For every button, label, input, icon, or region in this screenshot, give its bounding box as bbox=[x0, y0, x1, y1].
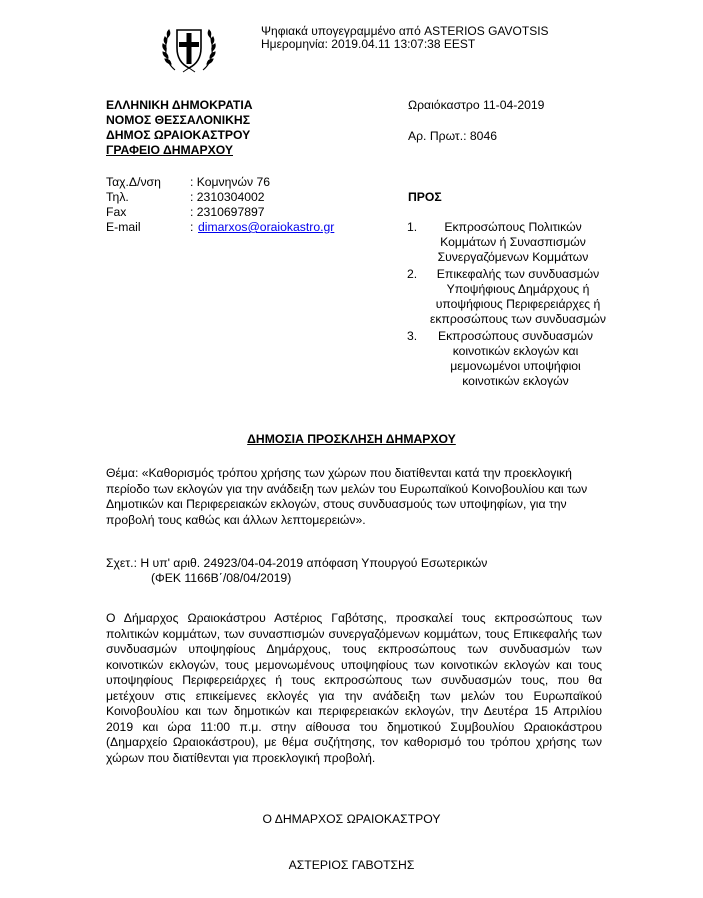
contact-phone bbox=[106, 190, 265, 205]
contact-email-colon: : bbox=[190, 220, 197, 234]
contact-email bbox=[106, 220, 335, 235]
contact-label: Fax bbox=[106, 205, 127, 219]
contacts-block bbox=[106, 175, 335, 235]
closing-name: ΑΣΤΕΡΙΟΣ ΓΑΒΟΤΣΗΣ bbox=[288, 858, 415, 872]
issuer-prefecture: ΝΟΜΟΣ ΘΕΣΣΑΛΟΝΙΚΗΣ bbox=[106, 113, 251, 127]
recipient-list bbox=[407, 220, 637, 389]
contact-fax bbox=[106, 205, 265, 220]
contact-value: : 2310697897 bbox=[190, 205, 265, 219]
contact-label: Τηλ. bbox=[106, 190, 129, 204]
recipient-text: Εκπροσώπους Πολιτικών Κομμάτων ή Συνασπισμών Συνεργαζόμενων Κομμάτων bbox=[437, 220, 589, 264]
recipient-text: Εκπροσώπους συνδυασμών κοινοτικών εκλογών και μεμονωμένοι υποψήφιοι κοινοτικών εκλογών bbox=[437, 329, 594, 388]
recipient-item bbox=[407, 329, 637, 389]
contact-value: : Κομνηνών 76 bbox=[190, 175, 271, 189]
place-date: Ωραιόκαστρο 11-04-2019 bbox=[408, 98, 545, 112]
closing-title: Ο ΔΗΜΑΡΧΟΣ ΩΡΑΙΟΚΑΣΤΡΟΥ bbox=[262, 812, 441, 826]
recipient-item bbox=[407, 267, 637, 327]
contact-value: : 2310304002 bbox=[190, 190, 265, 204]
contact-label: Ταχ.Δ/νση bbox=[106, 175, 161, 189]
email-link[interactable]: dimarxos@oraiokastro.gr bbox=[198, 220, 335, 234]
reference-line-1: Σχετ.: Η υπ' αριθ. 24923/04-04-2019 απόφαση Υπουργού Εσωτερικών bbox=[106, 556, 488, 570]
issuer-block bbox=[106, 98, 253, 158]
issuer-country: ΕΛΛΗΝΙΚΗ ΔΗΜΟΚΡΑΤΙΑ bbox=[106, 98, 253, 112]
subject-paragraph: Θέμα: «Καθορισμός τρόπου χρήσης των χώρων που διατίθενται κατά την προεκλογική περίοδο των εκλογών για την ανάδειξη των μελών του Ευρωπαϊκού Κοινοβουλίου και των Δημοτικών και Περιφερειακών εκλογών, στους συνδυασμούς των υποψηφίων, για την προβολή τους καθώς και άλλων λεπτομερειών». bbox=[106, 466, 588, 527]
digital-signature bbox=[261, 25, 549, 51]
signature-line-1: Ψηφιακά υπογεγραμμένο από ASTERIOS GAVOTSIS bbox=[261, 24, 549, 38]
to-label: ΠΡΟΣ bbox=[408, 190, 442, 204]
document-heading: ΔΗΜΟΣΙΑ ΠΡΟΣΚΛΗΣΗ ΔΗΜΑΡΧΟΥ bbox=[247, 432, 456, 446]
recipient-number: 1. bbox=[407, 220, 418, 234]
issuer-office: ΓΡΑΦΕΙΟ ΔΗΜΑΡΧΟΥ bbox=[106, 143, 233, 157]
reference-line-2: (ΦΕΚ 1166Β΄/08/04/2019) bbox=[151, 571, 292, 585]
recipient-number: 2. bbox=[407, 267, 418, 281]
recipient-item bbox=[407, 220, 637, 265]
issuer-municipality: ΔΗΜΟΣ ΩΡΑΙΟΚΑΣΤΡΟΥ bbox=[106, 128, 251, 142]
recipient-text: Επικεφαλής των συνδυασμών Υποψήφιους Δημάρχους ή υποψήφιους Περιφερειάρχες ή εκπροσώπους των συνδυασμών bbox=[429, 267, 607, 326]
contact-address bbox=[106, 175, 271, 190]
recipient-number: 3. bbox=[407, 329, 418, 343]
body-paragraph: Ο Δήμαρχος Ωραιοκάστρου Αστέριος Γαβότσης, προσκαλεί τους εκπροσώπους των πολιτικών κομμάτων, των συνασπισμών συνεργαζόμενων κομμάτων, τους Επικεφαλής των συνδυασμών υποψηφίους Δημάρχους, τους εκπροσώπους των συνδυασμών των κοινοτικών εκλογών, τους μεμονωμένους υποψηφίους των κοινοτικών εκλογών και τους υποψηφίους Περιφερειάρχες ή τους εκπροσώπους των συνδυασμών τους, που θα μετέχουν στις επικείμενες εκλογές για την ανάδειξη των μελών του Ευρωπαϊκού Κοινοβουλίου και των δημοτικών και περιφερειακών εκλογών, την Δευτέρα 15 Απριλίου 2019 και ώρα 11:00 π.μ. στην αίθουσα του δημοτικού Συμβουλίου Ωραιοκάστρου (Δημαρχείο Ωραιοκάστρου), με θέμα συζήτησης, τον καθορισμό του τρόπου χρήσης των χώρων που διατίθενται για προεκλογική προβολή. bbox=[106, 611, 602, 765]
signature-timestamp: Ημερομηνία: 2019.04.11 13:07:38 EEST bbox=[261, 37, 476, 51]
protocol-number: Αρ. Πρωτ.: 8046 bbox=[408, 129, 497, 143]
greek-coat-of-arms-icon bbox=[161, 18, 217, 76]
contact-label: E-mail bbox=[106, 220, 141, 234]
